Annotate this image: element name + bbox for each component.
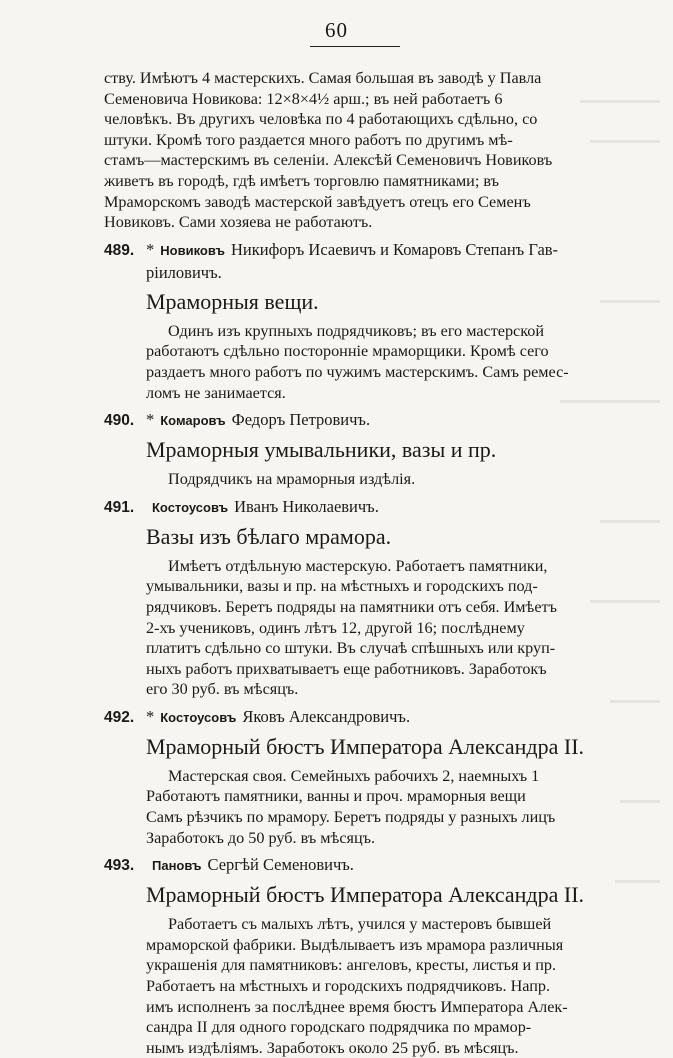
entry-number: 490. (104, 412, 135, 430)
text-line: ломъ не занимается. (146, 383, 286, 402)
text-line: человѣкъ. Въ другихъ человѣка по 4 работающихъ сдѣльно, со (104, 110, 538, 129)
text-line: ству. Имѣютъ 4 мастерскихъ. Самая большая въ заводѣ у Павла (104, 69, 542, 87)
entry-given-name: Никифоръ Исаевичъ и Комаровъ Степанъ Гав- (230, 239, 559, 259)
text-line: умывальники, вазы и пр. на мѣстныхъ и городскихъ под- (146, 577, 538, 596)
text-line: Подрядчикъ на мраморныя издѣлія. (168, 470, 416, 489)
text-line: сандра II для одного городскаго подрядчика по мрамор- (146, 1018, 532, 1037)
entry-given-name: Сергѣй Семеновичъ. (207, 855, 354, 875)
text-line: раздаетъ много работъ по чужимъ мастерскимъ. Самъ ремес- (146, 362, 569, 381)
text-line: Имѣетъ отдѣльную мастерскую. Работаетъ памятники, (168, 556, 548, 575)
text-line: рядчиковъ. Беретъ подряды на памятники отъ себя. Имѣетъ (146, 597, 557, 616)
text-line: платитъ сдѣльно со штуки. Въ случаѣ спѣшныхъ или круп- (146, 639, 556, 658)
entry-header (104, 409, 624, 432)
entry-trade: Мраморныя умывальники, вазы и пр. (146, 437, 497, 463)
text-line: Одинъ изъ крупныхъ подрядчиковъ; въ его мастерской (168, 321, 545, 340)
entry-surname: Костоусовъ (160, 709, 237, 725)
text-line: мраморской фабрики. Выдѣлываетъ изъ мрамора различныя (146, 935, 564, 954)
text-line: Работаетъ на мѣстныхъ и городскихъ подрядчиковъ. Напр. (146, 977, 551, 996)
star-marker: * (146, 706, 155, 726)
text-line: штуки. Кромѣ того раздается много работъ по другимъ мѣ- (104, 130, 513, 149)
opening-paragraph (104, 68, 624, 233)
text-line: Работаютъ памятники, ванны и проч. мраморныя вещи (146, 787, 526, 806)
entry-492 (104, 706, 624, 848)
text-line: Работаетъ съ малыхъ лѣтъ, учился у мастеровъ бывшей (168, 915, 552, 934)
entry-490 (104, 409, 624, 490)
entry-493 (104, 854, 624, 1058)
entry-number: 492. (104, 708, 135, 726)
text-line: нымъ издѣліямъ. Заработокъ около 25 руб. въ мѣсяцъ. (146, 1038, 519, 1057)
entry-given-name: Яковъ Александровичъ. (242, 706, 411, 726)
text-line: живетъ въ городѣ, гдѣ имѣетъ торговлю памятниками; въ (104, 171, 500, 190)
star-marker: * (146, 239, 155, 259)
entry-trade: Мраморныя вещи. (146, 288, 319, 314)
entry-surname: Новиковъ (160, 242, 225, 258)
entry-header (104, 496, 624, 519)
text-line: имъ исполненъ за послѣднее время бюстъ Императора Алек- (146, 997, 568, 1016)
entry-header (104, 239, 624, 262)
text-line: Новиковъ. Сами хозяева не работаютъ. (104, 213, 373, 232)
entry-number: 493. (104, 857, 135, 875)
text-line: работаютъ сдѣльно посторонніе мраморщики. Кромѣ сего (146, 342, 549, 361)
page-number: 60 (325, 18, 348, 42)
entry-trade: Мраморный бюстъ Императора Александра II. (146, 733, 585, 759)
text-line: стамъ—мастерскимъ въ селеніи. Алексѣй Семеновичъ Новиковъ (104, 151, 553, 170)
text-line: Самъ рѣзчикъ по мрамору. Беретъ подряды у разныхъ лицъ (146, 808, 556, 827)
entry-description (146, 469, 624, 490)
text-line: украшенія для памятниковъ: ангеловъ, кресты, листья и пр. (146, 956, 557, 975)
entry-header (104, 854, 624, 877)
entry-491 (104, 496, 624, 700)
entry-header (104, 706, 624, 729)
star-marker: * (146, 410, 155, 430)
text-line: 2-хъ учениковъ, одинъ лѣтъ 12, другой 16; послѣднему (146, 618, 525, 637)
entry-description (146, 766, 624, 848)
entry-given-name: Федоръ Петровичъ. (231, 410, 371, 430)
entry-trade: Мраморный бюстъ Императора Александра II. (146, 882, 585, 908)
entry-489 (104, 239, 624, 403)
entry-name-continuation: ріиловичъ. (146, 262, 222, 282)
text-line: его 30 руб. въ мѣсяцъ. (146, 680, 299, 699)
entry-surname: Костоусовъ (152, 499, 229, 515)
text-line: Семеновича Новикова: 12×8×4½ арш.; въ ней работаетъ 6 (104, 89, 503, 108)
text-line: Мастерская своя. Семейныхъ рабочихъ 2, наемныхъ 1 (168, 766, 540, 785)
entry-description (146, 556, 624, 700)
entry-surname: Пановъ (152, 858, 202, 874)
page-content (104, 68, 624, 1058)
page-number-rule (310, 46, 400, 47)
entry-trade: Вазы изъ бѣлаго мрамора. (146, 523, 392, 549)
entry-description (146, 914, 624, 1058)
entry-number: 491. (104, 498, 135, 516)
entry-description (146, 321, 624, 403)
text-line: ныхъ работъ прихватываетъ еще работниковъ. Заработокъ (146, 659, 547, 678)
entry-number: 489. (104, 241, 135, 259)
entry-given-name: Иванъ Николаевичъ. (234, 496, 379, 516)
text-line: Мраморскомъ заводѣ мастерской завѣдуетъ отецъ его Семенъ (104, 192, 531, 211)
entry-surname: Комаровъ (160, 413, 226, 429)
text-line: Заработокъ до 50 руб. въ мѣсяцъ. (146, 828, 376, 847)
